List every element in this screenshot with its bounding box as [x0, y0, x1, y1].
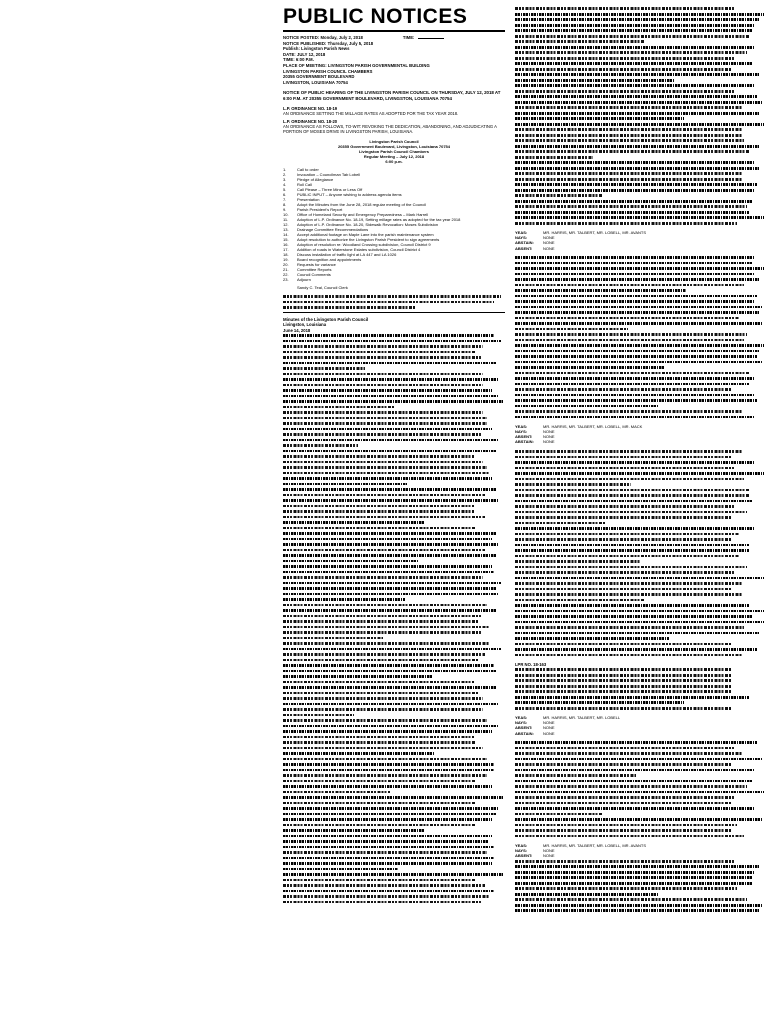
agenda-item-text: Adjourn: [297, 276, 311, 282]
agenda-item-number: 11.: [283, 216, 289, 222]
text-line: [515, 652, 767, 658]
agenda-list: [283, 167, 505, 282]
agenda-item-number: 13.: [283, 226, 289, 232]
vote-row: [515, 246, 767, 251]
vote-value: MR. HARRIS, MR. TALBERT, MR. LOBELL: [543, 715, 621, 721]
agenda-item-number: 14.: [283, 231, 289, 237]
agenda-item-text: Committee Reports: [297, 266, 332, 272]
right-body-text-6: [515, 858, 767, 913]
city-line: LIVINGSTON, LOUISIANA 70754: [283, 79, 348, 85]
vote-block: [515, 424, 767, 445]
right-body-text-1: [515, 6, 767, 226]
minutes-place: Livingston, Louisiana: [283, 322, 327, 328]
agenda-item-number: 7.: [283, 196, 287, 202]
agenda-signoff: Sandy C. Teal, Council Clerk: [297, 284, 348, 290]
agenda-item-number: 16.: [283, 241, 289, 247]
time-line: TIME: 6:00 P.M.: [283, 57, 314, 63]
agenda-item-number: 19.: [283, 256, 289, 262]
agenda-item-text: Adoption of resolution re: Woodland Crossing subdivision, Council District 9: [297, 241, 431, 247]
agenda-item-text: Discuss installation of traffic light at LA 447 and LA 1026: [297, 251, 397, 257]
vote-value: NONE: [543, 725, 555, 731]
text-line: [515, 706, 767, 712]
vote-label: ABSENT:: [515, 725, 533, 731]
agenda-item-number: 6.: [283, 191, 287, 197]
ordinance-18-19: L.P. ORDINANCE NO. 18-19 AN ORDINANCE SETTING THE MILLAGE RATES AS ADOPTED FOR THE TAX YEAR 2018.: [283, 105, 459, 116]
vote-label: ABSTAIN:: [515, 730, 534, 736]
agenda-item-text: Parish President's Report: [297, 206, 343, 212]
vote-value: NONE: [543, 429, 555, 435]
agenda-item-number: 9.: [283, 206, 287, 212]
vote-value: NONE: [543, 240, 555, 246]
notice-published-line: NOTICE PUBLISHED: Thursday, July 5, 2018: [283, 40, 374, 46]
motion-label: LPR NO. 18-163: [515, 661, 547, 667]
agenda-item-text: Call Please – Three Mins or Less Off: [297, 186, 363, 192]
notice-posted-line: NOTICE POSTED: Monday, July 2, 2018 TIME:: [283, 35, 505, 41]
agenda-item-text: Council Comments: [297, 271, 331, 277]
text-line: [515, 833, 767, 839]
agenda-item-number: 17.: [283, 246, 289, 252]
vote-value: MR. HARRIS, MR. TALBERT, MR. LOBELL, MR. AVANTS: [543, 842, 646, 848]
agenda-item-number: 10.: [283, 211, 289, 217]
agenda-item-number: 1.: [283, 166, 287, 172]
vote-row: [515, 439, 767, 444]
vote-label: ABSTAIN:: [515, 439, 534, 445]
section-rule: [283, 312, 505, 313]
vote-row: [515, 731, 767, 736]
vote-label: ABSENT:: [515, 853, 533, 859]
agenda-item: [283, 277, 505, 282]
agenda-item-number: 12.: [283, 221, 289, 227]
agenda-item-text: Adopt resolution to authorize the Livingston Parish President to sign agreements: [297, 236, 440, 242]
vote-label: YEAS:: [515, 715, 528, 721]
agenda-item-text: Adopt the Minutes from the June 28, 2018 regular meeting of the Council: [297, 201, 426, 207]
vote-label: YEAS:: [515, 842, 528, 848]
publish-line: Publish: Livingston Parish News: [283, 46, 350, 52]
vote-value: MR. HARRIS, MR. TALBERT, MR. LOBELL, MR. AVANTS: [543, 230, 646, 235]
vote-value: NONE: [543, 439, 555, 445]
agenda-item-number: 23.: [283, 276, 289, 282]
right-body-text-5: [515, 740, 767, 839]
right-body-text-2: [515, 255, 767, 420]
minutes-title: Minutes of the Livingston Parish Council: [283, 317, 369, 323]
vote-value: NONE: [543, 848, 555, 854]
vote-value: NONE: [543, 730, 555, 736]
vote-label: ABSENT:: [515, 245, 533, 251]
vote-value: MR. HARRIS, MR. TALBERT, MR. LOBELL, MR. MACK: [543, 423, 643, 429]
place-line: PLACE OF MEETING: LIVINGSTON PARISH GOVERNMENTAL BUILDING: [283, 62, 430, 68]
right-body-text-3: [515, 449, 767, 658]
left-column: [283, 6, 505, 1018]
agenda-item-text: Adoption of L.P. Ordinance No. 18-20, Sidewalk Revocation: Moses Subdivision: [297, 221, 439, 227]
address-line: 20355 GOVERNMENT BOULEVARD: [283, 74, 355, 80]
agenda-item-number: 4.: [283, 181, 287, 187]
agenda-item-text: Drainage Committee Recommendations: [297, 226, 369, 232]
agenda-footnote: [283, 294, 505, 311]
agenda-item-number: 5.: [283, 186, 287, 192]
minutes-date: June 14, 2018: [283, 327, 311, 333]
vote-label: NAYS:: [515, 848, 528, 854]
agenda-item-text: Call to order: [297, 166, 319, 172]
agenda-item-text: PUBLIC INPUT – Anyone wishing to address agenda items: [297, 191, 402, 197]
agenda-item-text: Invocation – Councilman Tab Lobell: [297, 171, 361, 177]
vote-value: NONE: [543, 720, 555, 726]
vote-label: ABSENT:: [515, 434, 533, 440]
agenda-item-text: Accept additional footage on Maple Lane into the parish maintenance system: [297, 231, 434, 237]
agenda-item-number: 22.: [283, 271, 289, 277]
public-hearing-title: NOTICE OF PUBLIC HEARING OF THE LIVINGSTON PARISH COUNCIL ON THURSDAY, JULY 12, 2018 AT 6:00 P.M. AT 20355 GOVERNMENT BOULEVARD, LIVINGSTON, LOUISIANA 70754: [283, 90, 501, 101]
notice-header: [283, 35, 505, 85]
vote-value: NONE: [543, 235, 555, 241]
masthead: PUBLIC NOTICES: [283, 6, 468, 28]
vote-label: ABSTAIN:: [515, 240, 534, 246]
text-line: [283, 899, 505, 905]
agenda-item-number: 15.: [283, 236, 289, 242]
vote-value: NONE: [543, 853, 555, 859]
vote-label: NAYS:: [515, 235, 528, 241]
agenda-item-text: Board recognition and appointments: [297, 256, 362, 262]
right-column: [515, 6, 767, 1018]
agenda-heading: Livingston Parish Council 20355 Government Boulevard, Livingston, Louisiana 70754 Livingston Parish Council Chambers Regular Meeting – July 12, 2018 6:00 p.m.: [337, 138, 451, 164]
vote-label: NAYS:: [515, 429, 528, 435]
vote-block: [515, 843, 767, 859]
agenda-item-number: 2.: [283, 171, 287, 177]
text-line: [515, 414, 767, 420]
vote-block: [515, 715, 767, 736]
text-line: [515, 221, 767, 227]
masthead-rule: [283, 30, 505, 32]
agenda-item-text: Requests for variance: [297, 261, 336, 267]
vote-value: NONE: [543, 245, 555, 251]
agenda-item-text: Adoption of L.P. Ordinance No. 18-19, Setting millage rates as adopted for the tax year 2018: [297, 216, 461, 222]
agenda-item-number: 18.: [283, 251, 289, 257]
ordinance-18-20: L.P. ORDINANCE NO. 18-20 AN ORDINANCE AS FOLLOWS, TO-WIT: REVOKING THE DEDICATION, ABANDONING, AND ADJUDICATING A PORTION OF MOSES DRIVE IN LIVINGSTON PARISH, LOUISIANA.: [283, 118, 497, 135]
right-body-text-4: [515, 667, 767, 711]
vote-label: YEAS:: [515, 230, 528, 235]
agenda-item-number: 3.: [283, 176, 287, 182]
vote-value: NONE: [543, 434, 555, 440]
date-line: DATE: JULY 12, 2018: [283, 51, 326, 57]
agenda-item-text: Roll Call: [297, 181, 312, 187]
agenda-item-number: 20.: [283, 261, 289, 267]
minutes-body-text: [283, 333, 505, 905]
agenda-item-number: 8.: [283, 201, 287, 207]
agenda-item-text: Addition of roads in Waterstone Estates subdivision, Council District 4: [297, 246, 421, 252]
vote-block: [515, 230, 767, 251]
agenda-item-text: Presentation: [297, 196, 320, 202]
agenda-item-text: Pledge of Allegiance: [297, 176, 334, 182]
vote-label: YEAS:: [515, 423, 528, 429]
chambers-line: LIVINGSTON PARISH COUNCIL CHAMBERS: [283, 68, 373, 74]
vote-label: NAYS:: [515, 720, 528, 726]
text-line: [515, 908, 767, 914]
agenda-item-text: Office of Homeland Security and Emergency Preparedness – Mark Harrell: [297, 211, 429, 217]
agenda-item-number: 21.: [283, 266, 289, 272]
